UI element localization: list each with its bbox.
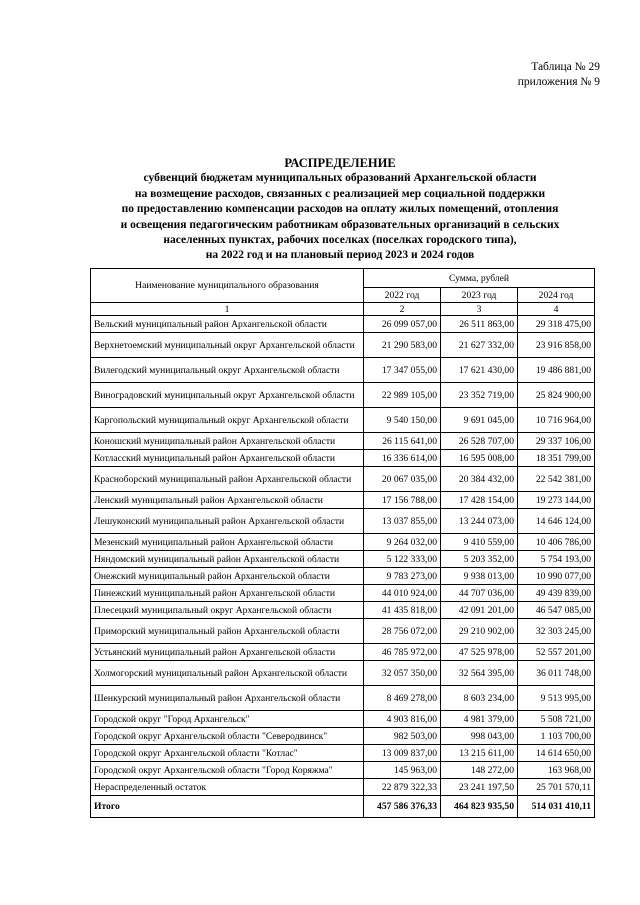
value-2022: 21 290 583,00 bbox=[364, 333, 441, 358]
value-2023: 17 621 430,00 bbox=[441, 358, 518, 383]
value-2024: 14 614 650,00 bbox=[518, 745, 595, 762]
table-row bbox=[91, 585, 595, 602]
table-row bbox=[91, 358, 595, 383]
table-row bbox=[91, 745, 595, 762]
value-2022: 9 540 150,00 bbox=[364, 408, 441, 433]
value-2023: 47 525 978,00 bbox=[441, 644, 518, 661]
title-line: на возмещение расходов, связанных с реализацией мер социальной поддержки bbox=[134, 187, 546, 200]
value-2022: 44 010 924,00 bbox=[364, 585, 441, 602]
value-2024: 23 916 858,00 bbox=[518, 333, 595, 358]
table-row bbox=[91, 492, 595, 509]
distribution-table bbox=[90, 268, 595, 818]
value-2023: 20 384 432,00 bbox=[441, 467, 518, 492]
value-2022: 9 783 273,00 bbox=[364, 568, 441, 585]
title-line: и освещения педагогическим работникам образовательных организаций в сельских bbox=[120, 218, 560, 231]
value-2024: 14 646 124,00 bbox=[518, 509, 595, 534]
value-2023: 32 564 395,00 bbox=[441, 661, 518, 686]
table-number: Таблица № 29 bbox=[531, 61, 600, 73]
appendix-number: приложения № 9 bbox=[517, 76, 600, 88]
value-2024: 514 031 410,11 bbox=[518, 796, 595, 818]
row-name: Мезенский муниципальный район Архангельской области bbox=[91, 534, 364, 551]
value-2024: 10 716 964,00 bbox=[518, 408, 595, 433]
table-row bbox=[91, 509, 595, 534]
value-2022: 32 057 350,00 bbox=[364, 661, 441, 686]
row-name: Городской округ Архангельской области "Северодвинск" bbox=[91, 728, 364, 745]
header-year-2023: 2023 год bbox=[441, 288, 518, 303]
row-name: Лешуконский муниципальный район Архангельской области bbox=[91, 509, 364, 534]
value-2022: 457 586 376,33 bbox=[364, 796, 441, 818]
value-2022: 16 336 614,00 bbox=[364, 450, 441, 467]
value-2022: 17 347 055,00 bbox=[364, 358, 441, 383]
value-2024: 18 351 799,00 bbox=[518, 450, 595, 467]
row-name: Красноборский муниципальный район Архангельской области bbox=[91, 467, 364, 492]
total-row bbox=[91, 796, 595, 818]
row-name: Виноградовский муниципальный округ Архангельской области bbox=[91, 383, 364, 408]
value-2024: 1 103 700,00 bbox=[518, 728, 595, 745]
column-number: 4 bbox=[518, 303, 595, 316]
value-2023: 42 091 201,00 bbox=[441, 602, 518, 619]
value-2024: 10 990 077,00 bbox=[518, 568, 595, 585]
table-row bbox=[91, 762, 595, 779]
table-row bbox=[91, 711, 595, 728]
value-2024: 29 337 106,00 bbox=[518, 433, 595, 450]
table-row bbox=[91, 728, 595, 745]
title-heading: РАСПРЕДЕЛЕНИЕ bbox=[284, 156, 396, 170]
value-2022: 26 099 057,00 bbox=[364, 316, 441, 333]
row-name: Онежский муниципальный район Архангельской области bbox=[91, 568, 364, 585]
value-2023: 23 352 719,00 bbox=[441, 383, 518, 408]
header-name: Наименование муниципального образования bbox=[91, 269, 364, 303]
table-row bbox=[91, 450, 595, 467]
value-2022: 13 037 855,00 bbox=[364, 509, 441, 534]
row-name: Няндомский муниципальный район Архангельской области bbox=[91, 551, 364, 568]
value-2024: 5 754 193,00 bbox=[518, 551, 595, 568]
row-name: Верхнетоемский муниципальный округ Архангельской области bbox=[91, 333, 364, 358]
row-name: Плесецкий муниципальный округ Архангельской области bbox=[91, 602, 364, 619]
table-row bbox=[91, 686, 595, 711]
row-name: Коношский муниципальный район Архангельской области bbox=[91, 433, 364, 450]
value-2023: 8 603 234,00 bbox=[441, 686, 518, 711]
title-line: населенных пунктах, рабочих поселках (поселках городского типа), bbox=[163, 234, 517, 247]
value-2022: 9 264 032,00 bbox=[364, 534, 441, 551]
value-2022: 13 009 837,00 bbox=[364, 745, 441, 762]
table-row bbox=[91, 779, 595, 796]
header-sum: Сумма, рублей bbox=[364, 269, 595, 288]
value-2022: 145 963,00 bbox=[364, 762, 441, 779]
value-2023: 13 215 611,00 bbox=[441, 745, 518, 762]
value-2024: 49 439 839,00 bbox=[518, 585, 595, 602]
column-number: 1 bbox=[91, 303, 364, 316]
table-row bbox=[91, 661, 595, 686]
table-row bbox=[91, 534, 595, 551]
title-line: на 2022 год и на плановый период 2023 и 2024 годов bbox=[205, 249, 475, 262]
value-2023: 9 938 013,00 bbox=[441, 568, 518, 585]
value-2022: 22 989 105,00 bbox=[364, 383, 441, 408]
value-2024: 163 968,00 bbox=[518, 762, 595, 779]
value-2023: 998 043,00 bbox=[441, 728, 518, 745]
row-name: Котласский муниципальный район Архангельской области bbox=[91, 450, 364, 467]
value-2024: 52 557 201,00 bbox=[518, 644, 595, 661]
title-line: по предоставлению компенсации расходов на оплату жилых помещений, отопления bbox=[121, 203, 559, 216]
table-row bbox=[91, 433, 595, 450]
value-2024: 22 542 381,00 bbox=[518, 467, 595, 492]
value-2024: 10 406 786,00 bbox=[518, 534, 595, 551]
table-row bbox=[91, 408, 595, 433]
value-2023: 21 627 332,00 bbox=[441, 333, 518, 358]
column-number: 2 bbox=[364, 303, 441, 316]
table-reference bbox=[518, 60, 600, 90]
value-2024: 36 011 748,00 bbox=[518, 661, 595, 686]
row-name: Приморский муниципальный район Архангельской области bbox=[91, 619, 364, 644]
value-2023: 29 210 902,00 bbox=[441, 619, 518, 644]
value-2023: 9 410 559,00 bbox=[441, 534, 518, 551]
row-name: Городской округ Архангельской области "Город Коряжма" bbox=[91, 762, 364, 779]
value-2024: 46 547 085,00 bbox=[518, 602, 595, 619]
table-row bbox=[91, 333, 595, 358]
header-year-2022: 2022 год bbox=[364, 288, 441, 303]
value-2023: 23 241 197,50 bbox=[441, 779, 518, 796]
header-year-2024: 2024 год bbox=[518, 288, 595, 303]
value-2022: 22 879 322,33 bbox=[364, 779, 441, 796]
value-2023: 26 511 863,00 bbox=[441, 316, 518, 333]
row-name: Устьянский муниципальный район Архангельской области bbox=[91, 644, 364, 661]
value-2023: 148 272,00 bbox=[441, 762, 518, 779]
row-name: Холмогорский муниципальный район Архангельской области bbox=[91, 661, 364, 686]
row-name: Пинежский муниципальный район Архангельской области bbox=[91, 585, 364, 602]
row-name: Шенкурский муниципальный район Архангельской области bbox=[91, 686, 364, 711]
value-2022: 17 156 788,00 bbox=[364, 492, 441, 509]
document-title bbox=[60, 156, 620, 264]
value-2023: 5 203 352,00 bbox=[441, 551, 518, 568]
value-2022: 982 503,00 bbox=[364, 728, 441, 745]
value-2022: 41 435 818,00 bbox=[364, 602, 441, 619]
value-2023: 13 244 073,00 bbox=[441, 509, 518, 534]
row-name: Вельский муниципальный район Архангельской области bbox=[91, 316, 364, 333]
value-2023: 9 691 045,00 bbox=[441, 408, 518, 433]
value-2023: 16 595 008,00 bbox=[441, 450, 518, 467]
row-name: Ленский муниципальный район Архангельской области bbox=[91, 492, 364, 509]
value-2022: 8 469 278,00 bbox=[364, 686, 441, 711]
value-2022: 20 067 035,00 bbox=[364, 467, 441, 492]
table-row bbox=[91, 644, 595, 661]
value-2022: 28 756 072,00 bbox=[364, 619, 441, 644]
table-row bbox=[91, 383, 595, 408]
table-row bbox=[91, 551, 595, 568]
value-2024: 19 486 881,00 bbox=[518, 358, 595, 383]
value-2022: 46 785 972,00 bbox=[364, 644, 441, 661]
title-line: субвенций бюджетам муниципальных образований Архангельской области bbox=[143, 172, 537, 185]
value-2024: 19 273 144,00 bbox=[518, 492, 595, 509]
value-2023: 44 707 036,00 bbox=[441, 585, 518, 602]
table-row bbox=[91, 568, 595, 585]
value-2023: 26 528 707,00 bbox=[441, 433, 518, 450]
row-name: Нераспределенный остаток bbox=[91, 779, 364, 796]
value-2023: 4 981 379,00 bbox=[441, 711, 518, 728]
row-name: Вилегодский муниципальный округ Архангельской области bbox=[91, 358, 364, 383]
table-row bbox=[91, 619, 595, 644]
row-name: Каргопольский муниципальный округ Архангельской области bbox=[91, 408, 364, 433]
value-2023: 464 823 935,50 bbox=[441, 796, 518, 818]
table-row bbox=[91, 316, 595, 333]
row-name: Итого bbox=[91, 796, 364, 818]
value-2024: 25 701 570,11 bbox=[518, 779, 595, 796]
value-2023: 17 428 154,00 bbox=[441, 492, 518, 509]
value-2024: 29 318 475,00 bbox=[518, 316, 595, 333]
value-2024: 32 303 245,00 bbox=[518, 619, 595, 644]
value-2024: 9 513 995,00 bbox=[518, 686, 595, 711]
row-name: Городской округ "Город Архангельск" bbox=[91, 711, 364, 728]
value-2022: 26 115 641,00 bbox=[364, 433, 441, 450]
table-row bbox=[91, 467, 595, 492]
value-2024: 25 824 900,00 bbox=[518, 383, 595, 408]
column-number: 3 bbox=[441, 303, 518, 316]
value-2022: 5 122 333,00 bbox=[364, 551, 441, 568]
table-row bbox=[91, 602, 595, 619]
value-2024: 5 508 721,00 bbox=[518, 711, 595, 728]
row-name: Городской округ Архангельской области "Котлас" bbox=[91, 745, 364, 762]
value-2022: 4 903 816,00 bbox=[364, 711, 441, 728]
